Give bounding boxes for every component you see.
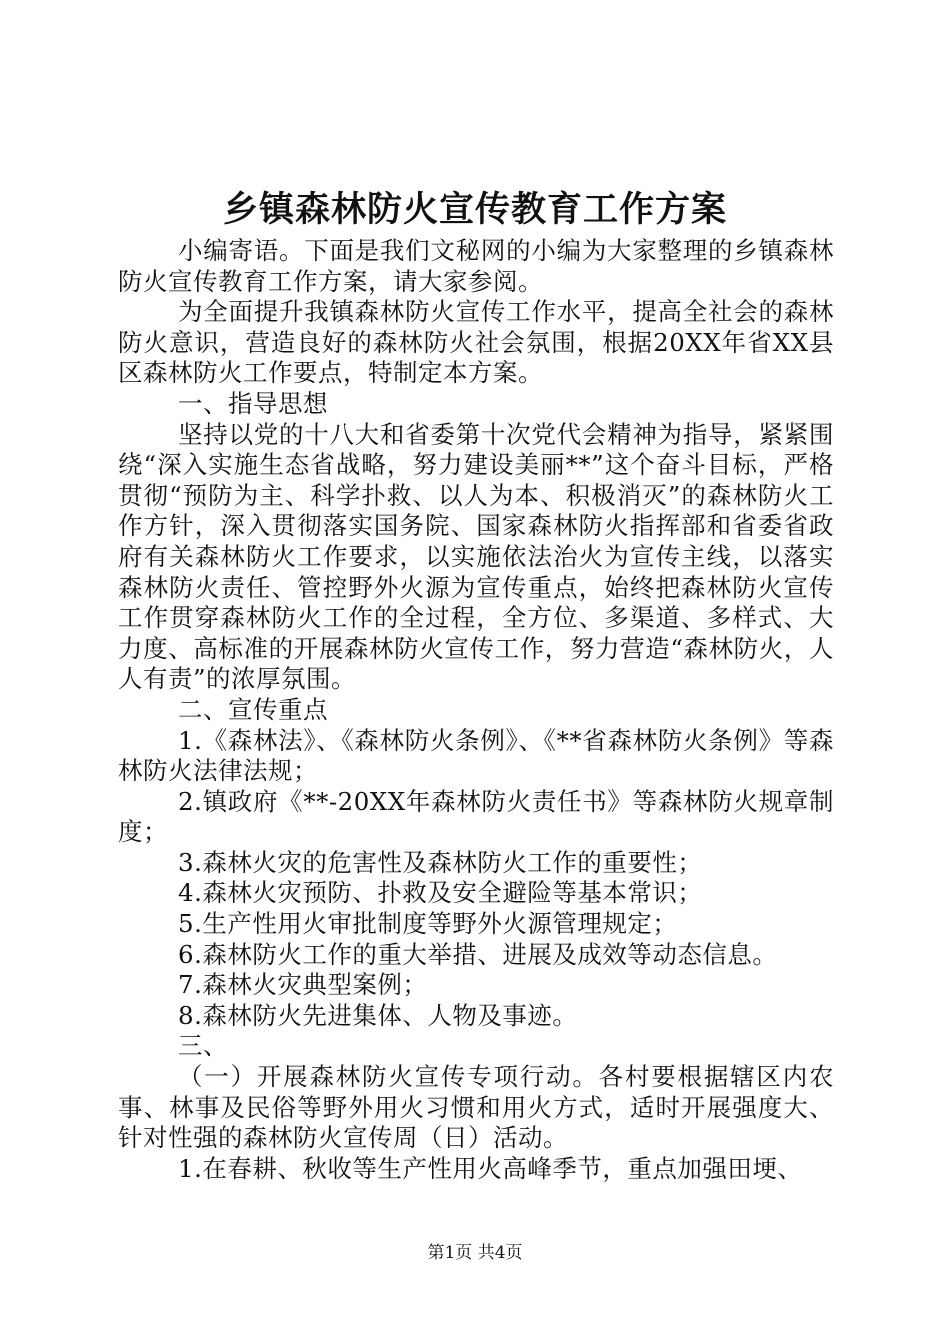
section-heading-guiding-thought: 一、指导思想 — [178, 388, 328, 418]
section-heading-key-points: 二、宣传重点 — [178, 694, 328, 724]
key-point-item: 8.森林防火先进集体、人物及事迹。 — [178, 1000, 578, 1030]
key-point-item: 6.森林防火工作的重大举措、进展及成效等动态信息。 — [178, 939, 778, 969]
intro-paragraph: 小编寄语。下面是我们文秘网的小编为大家整理的乡镇森林防火宣传教育工作方案，请大家参阅。 — [118, 236, 834, 296]
purpose-paragraph: 为全面提升我镇森林防火宣传工作水平，提高全社会的森林防火意识，营造良好的森林防火社会氛围，根据20XX年省XX县区森林防火工作要点，特制定本方案。 — [118, 297, 834, 388]
section-heading-three: 三、 — [178, 1031, 228, 1061]
document-body — [118, 236, 834, 1184]
page-footer: 第1页 共4页 — [427, 1243, 523, 1263]
guiding-thought-paragraph: 坚持以党的十八大和省委第十次党代会精神为指导，紧紧围绕“深入实施生态省战略，努力建设美丽**”这个奋斗目标，严格贯彻“预防为主、科学扑救、以人为本、积极消灭”的森林防火工作方针，深入贯彻落实国务院、国家森林防火指挥部和省委省政府有关森林防火工作要求，以实施依法治火为宣传主线，以落实森林防火责任、管控野外火源为宣传重点，始终把森林防火宣传工作贯穿森林防火工作的全过程，全方位、多渠道、多样式、大力度、高标准的开展森林防火宣传工作，努力营造“森林防火，人人有责”的浓厚氛围。 — [118, 419, 834, 694]
key-point-item: 3.森林火灾的危害性及森林防火工作的重要性； — [178, 847, 703, 877]
key-point-item: 7.森林火灾典型案例； — [178, 970, 428, 1000]
action-paragraph: （一）开展森林防火宣传专项行动。各村要根据辖区内农事、林事及民俗等野外用火习惯和用火方式，适时开展强度大、针对性强的森林防火宣传周（日）活动。 — [118, 1062, 834, 1153]
key-point-item: 4.森林火灾预防、扑救及安全避险等基本常识； — [178, 878, 703, 908]
action-item: 1.在春耕、秋收等生产性用火高峰季节，重点加强田埂、 — [178, 1153, 803, 1183]
document-title: 乡镇森林防火宣传教育工作方案 — [222, 189, 727, 230]
key-point-item: 1.《森林法》、《森林防火条例》、《**省森林防火条例》等森林防火法律法规； — [118, 725, 834, 786]
key-point-item: 5.生产性用火审批制度等野外火源管理规定； — [178, 909, 678, 939]
key-point-item: 2.镇政府《**-20XX年森林防火责任书》等森林防火规章制度； — [118, 786, 834, 847]
